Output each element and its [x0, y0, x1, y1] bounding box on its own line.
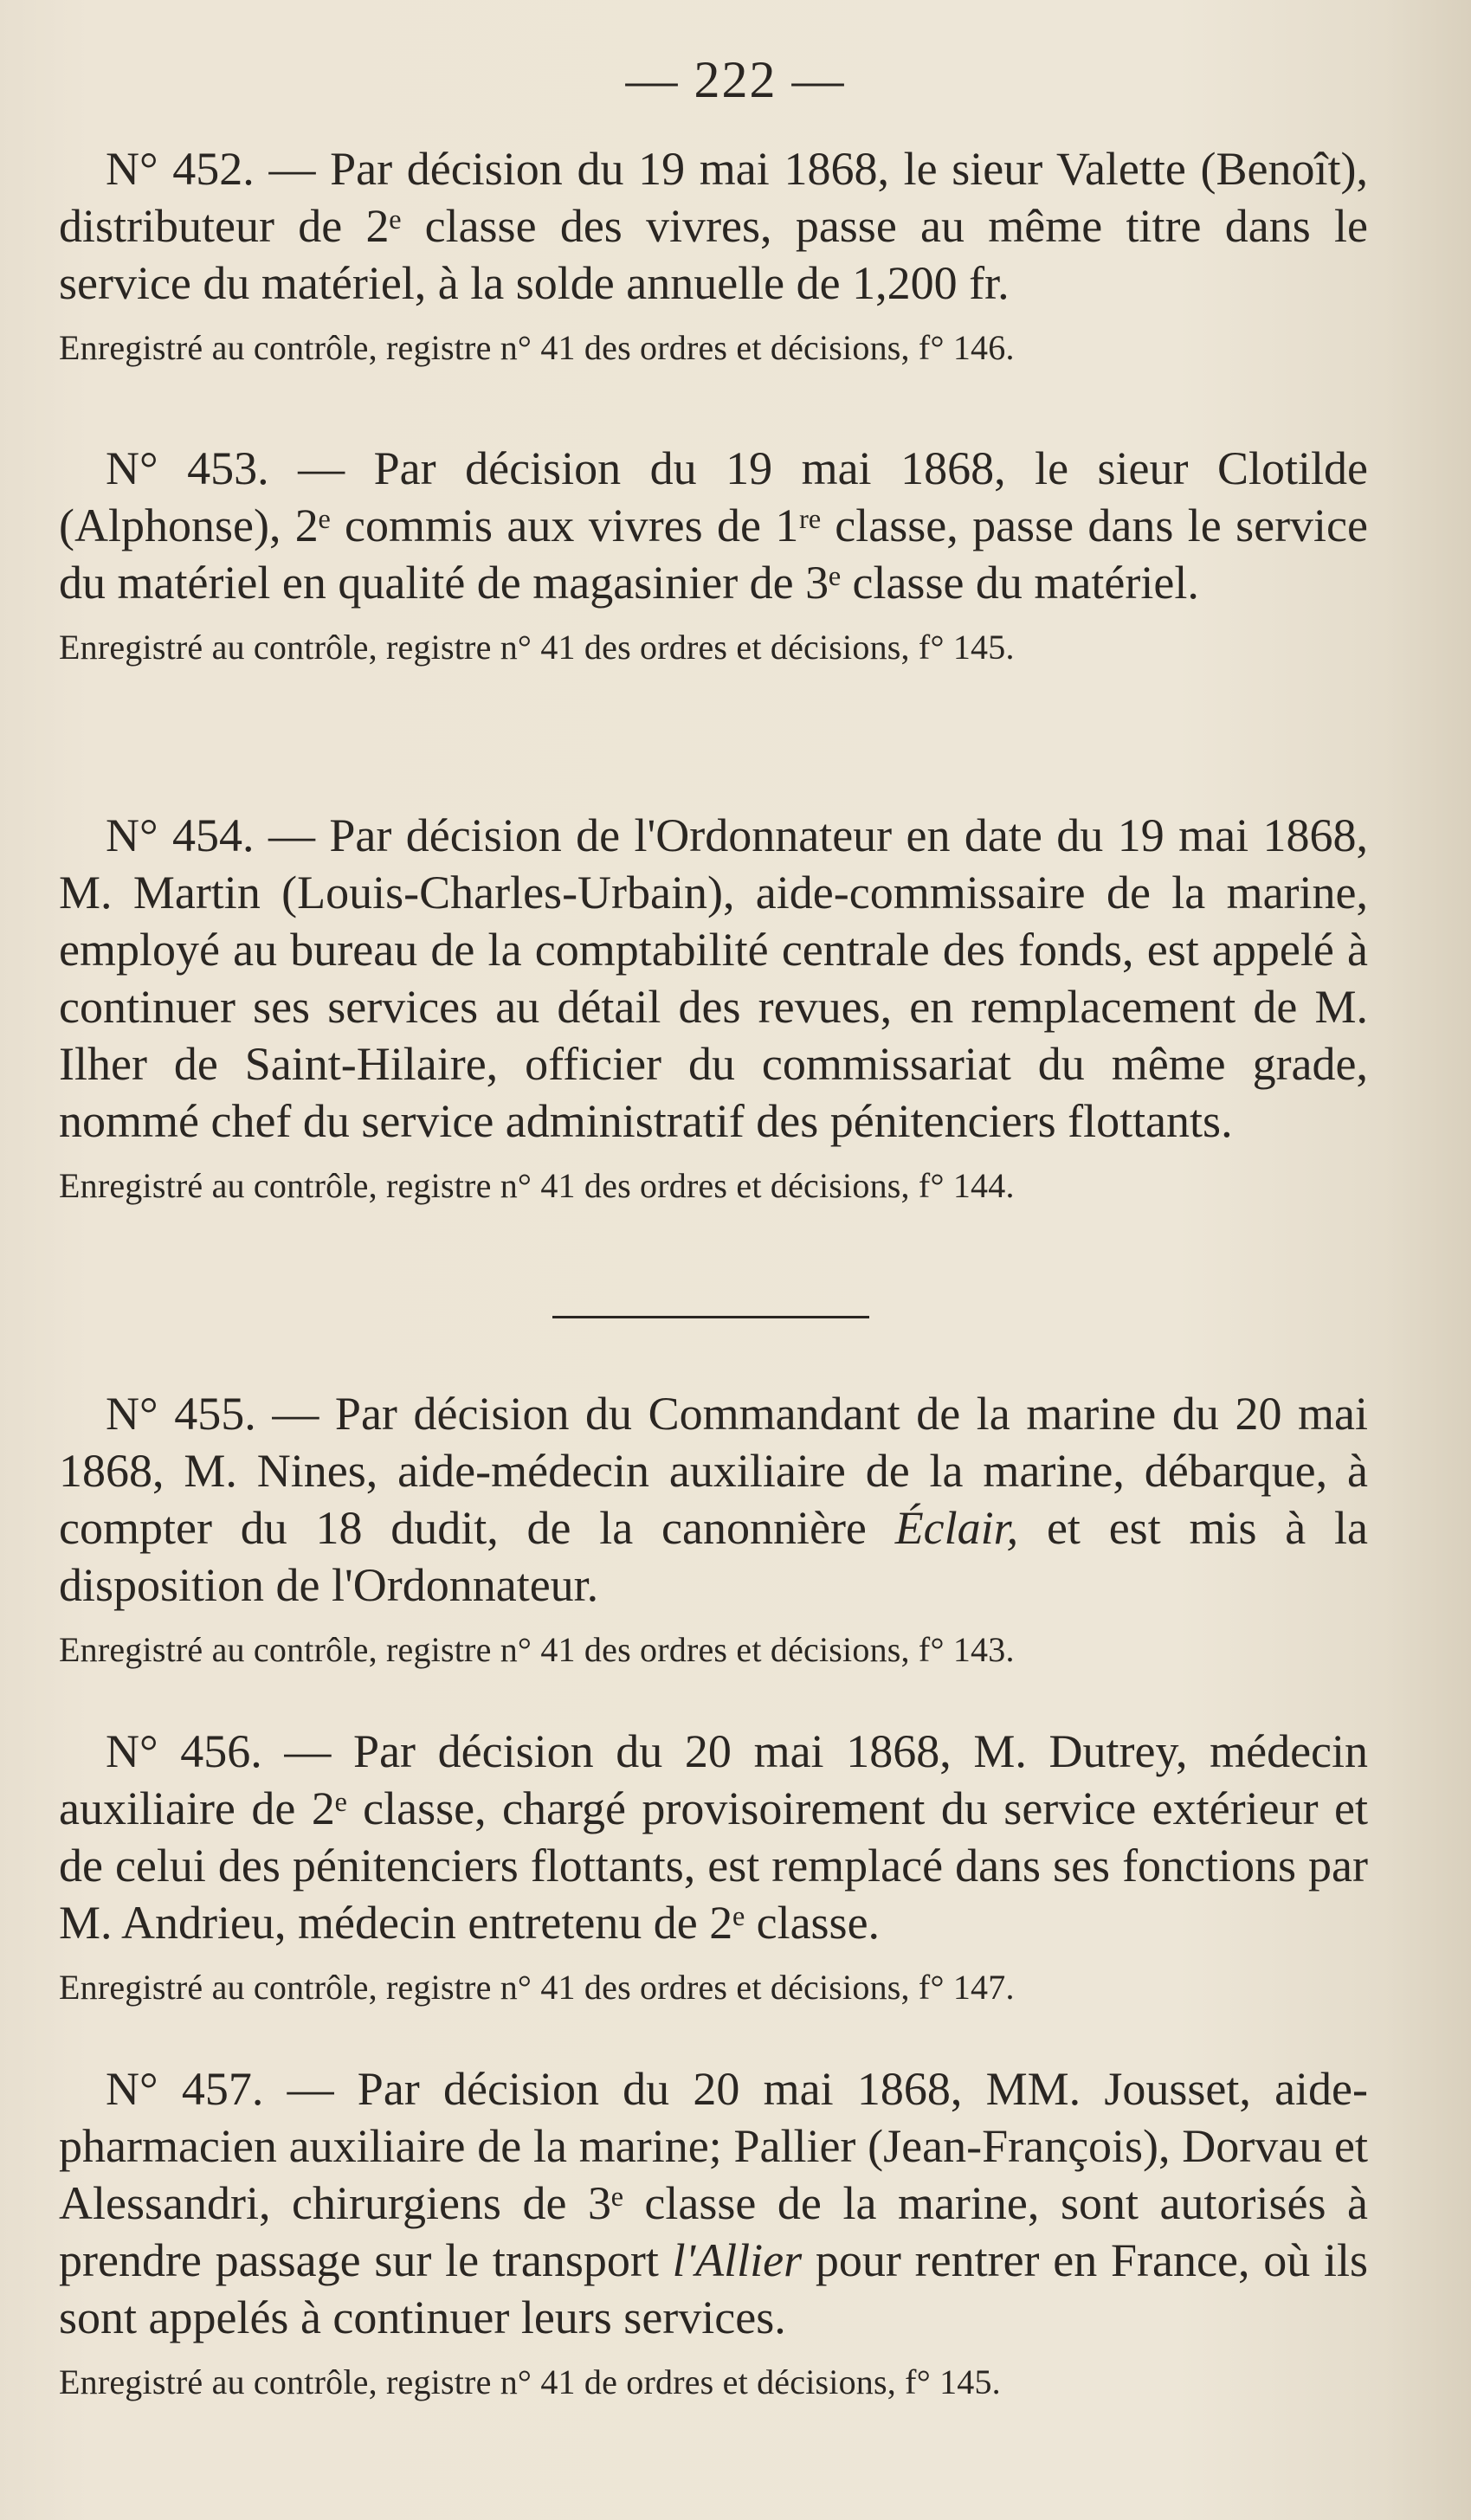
entry-number: N° 457.	[106, 2063, 264, 2115]
entry-457	[59, 2060, 1368, 2405]
section-separator	[552, 1316, 869, 1318]
entry-body-end: et est mis à la disposition de l'Ordonnateur.	[59, 1502, 1368, 1611]
ship-name: l'Allier	[672, 2234, 803, 2286]
entry-452	[59, 140, 1368, 371]
entry-text	[59, 140, 1368, 312]
entry-text	[59, 1385, 1368, 1614]
entry-body: — Par décision du 19 mai 1868, le sieur Valette (Benoît), distributeur de 2ᵉ classe des vivres, passe au même titre dans le service du matériel, à la solde annuelle de 1,200 fr.	[59, 143, 1369, 309]
entry-number: N° 453.	[106, 442, 269, 494]
entry-body-end: pour rentrer en France, où ils sont appelés à continuer leurs services.	[59, 2234, 1368, 2343]
registration-note: Enregistré au contrôle, registre n° 41 de ordres et décisions, f° 145.	[59, 2362, 1001, 2401]
entry-453	[59, 440, 1368, 670]
registration-note: Enregistré au contrôle, registre n° 41 des ordres et décisions, f° 147.	[59, 1968, 1015, 2007]
registration-note: Enregistré au contrôle, registre n° 41 des ordres et décisions, f° 143.	[59, 1630, 1015, 1669]
entry-number: N° 452.	[106, 143, 255, 195]
registration-note: Enregistré au contrôle, registre n° 41 des ordres et décisions, f° 144.	[59, 1166, 1015, 1205]
entry-body: — Par décision de l'Ordonnateur en date du 19 mai 1868, M. Martin (Louis-Charles-Urbain), aide-commissaire de la marine, employé au bureau de la comptabilité centrale des fonds, est appelé à continuer ses services au détail des revues, en remplacement de M. Ilher de Saint-Hilaire, officier du commissariat du même grade, nommé chef du service administratif des pénitenciers flottants.	[59, 809, 1369, 1147]
entry-number: N° 456.	[106, 1725, 262, 1777]
entry-text	[59, 807, 1368, 1150]
entry-text	[59, 2060, 1368, 2346]
entry-454	[59, 807, 1368, 1208]
entry-455	[59, 1385, 1368, 1672]
entry-number: N° 455.	[106, 1388, 256, 1440]
entry-number: N° 454.	[106, 809, 255, 861]
registration-note: Enregistré au contrôle, registre n° 41 des ordres et décisions, f° 145.	[59, 628, 1015, 667]
ship-name: Éclair,	[894, 1502, 1019, 1554]
entry-body: — Par décision du Commandant de la marine du 20 mai 1868, M. Nines, aide-médecin auxiliaire de la marine, débarque, à compter du 18 dudit, de la canonnière	[59, 1388, 1369, 1554]
entry-body: — Par décision du 20 mai 1868, M. Dutrey, médecin auxiliaire de 2ᵉ classe, chargé provisoirement du service extérieur et de celui des pénitenciers flottants, est remplacé dans ses fonctions par M. Andrieu, médecin entretenu de 2ᵉ classe.	[59, 1725, 1369, 1949]
entry-456	[59, 1723, 1368, 2010]
page-number: — 222 —	[625, 51, 846, 108]
entry-body: — Par décision du 20 mai 1868, MM. Jousset, aide-pharmacien auxiliaire de la marine; Pallier (Jean-François), Dorvau et Alessandri, chirurgiens de 3ᵉ classe de la marine, sont autorisés à prendre passage sur le transport	[59, 2063, 1368, 2286]
registration-note: Enregistré au contrôle, registre n° 41 des ordres et décisions, f° 146.	[59, 328, 1015, 367]
entry-body: — Par décision du 19 mai 1868, le sieur Clotilde (Alphonse), 2ᵉ commis aux vivres de 1ʳᵉ classe, passe dans le service du matériel en qualité de magasinier de 3ᵉ classe du matériel.	[59, 442, 1369, 609]
entry-text	[59, 440, 1368, 611]
entry-text	[59, 1723, 1368, 1951]
